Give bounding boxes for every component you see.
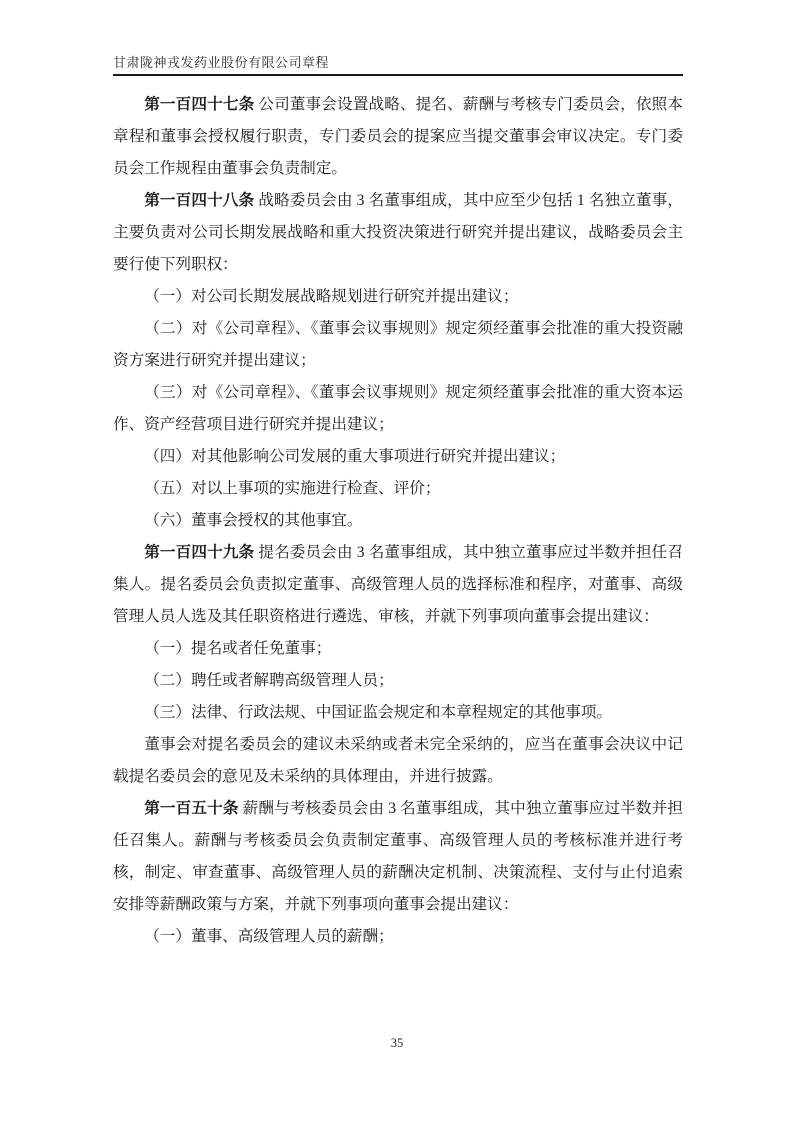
- article-number: 第一百四十九条: [144, 544, 255, 561]
- paragraph: [113, 313, 683, 377]
- paragraph-text: 董事会对提名委员会的建议未采纳或者未完全采纳的，应当在董事会决议中记载提名委员会的意见及未采纳的具体理由，并进行披露。: [113, 736, 683, 785]
- article-number: 第一百四十八条: [144, 192, 255, 209]
- paragraph-text: 战略委员会由 3 名董事组成，其中应至少包括 1 名独立董事，主要负责对公司长期发展战略和重大投资决策进行研究并提出建议，战略委员会主要行使下列职权：: [113, 192, 683, 273]
- paragraph-text: （三）法律、行政法规、中国证监会规定和本章程规定的其他事项。: [144, 704, 613, 721]
- document-body: [113, 89, 683, 953]
- paragraph-text: 提名委员会由 3 名董事组成，其中独立董事应过半数并担任召集人。提名委员会负责拟定董事、高级管理人员的选择标准和程序，对董事、高级管理人员人选及其任职资格进行遴选、审核，并就下列事项向董事会提出建议：: [113, 544, 683, 625]
- paragraph-text: （一）对公司长期发展战略规划进行研究并提出建议；: [144, 288, 519, 305]
- paragraph: [113, 377, 683, 441]
- paragraph-text: 薪酬与考核委员会由 3 名董事组成，其中独立董事应过半数并担任召集人。薪酬与考核委员会负责制定董事、高级管理人员的考核标准并进行考核，制定、审查董事、高级管理人员的薪酬决定机制、决策流程、支付与止付追索安排等薪酬政策与方案，并就下列事项向董事会提出建议：: [113, 800, 683, 913]
- paragraph: [113, 537, 683, 633]
- paragraph-text: （二）聘任或者解聘高级管理人员；: [144, 672, 394, 689]
- article-number: 第一百五十条: [144, 800, 239, 817]
- paragraph: [113, 729, 683, 793]
- header-title: 甘肃陇神戎发药业股份有限公司章程: [113, 55, 330, 70]
- page-header: [113, 0, 683, 76]
- page-footer: [0, 1036, 794, 1051]
- article-number: 第一百四十七条: [144, 96, 255, 113]
- paragraph: [113, 633, 683, 665]
- paragraph: [113, 441, 683, 473]
- paragraph: [113, 505, 683, 537]
- page-number: 35: [390, 1036, 404, 1050]
- paragraph-text: （三）对《公司章程》、《董事会议事规则》规定须经董事会批准的重大资本运作、资产经营项目进行研究并提出建议；: [113, 384, 683, 433]
- paragraph-text: （四）对其他影响公司发展的重大事项进行研究并提出建议；: [144, 448, 566, 465]
- paragraph: [113, 89, 683, 185]
- paragraph-text: （二）对《公司章程》、《董事会议事规则》规定须经董事会批准的重大投资融资方案进行研究并提出建议；: [113, 320, 683, 369]
- paragraph: [113, 665, 683, 697]
- paragraph: [113, 921, 683, 953]
- paragraph-text: （六）董事会授权的其他事宜。: [144, 512, 363, 529]
- paragraph-text: （一）提名或者任免董事；: [144, 640, 332, 657]
- paragraph: [113, 473, 683, 505]
- paragraph: [113, 697, 683, 729]
- paragraph-text: （一）董事、高级管理人员的薪酬；: [144, 928, 394, 945]
- paragraph: [113, 185, 683, 281]
- paragraph-text: （五）对以上事项的实施进行检查、评价；: [144, 480, 441, 497]
- paragraph: [113, 793, 683, 921]
- paragraph: [113, 281, 683, 313]
- paragraph-text: 公司董事会设置战略、提名、薪酬与考核专门委员会，依照本章程和董事会授权履行职责，专门委员会的提案应当提交董事会审议决定。专门委员会工作规程由董事会负责制定。: [113, 96, 683, 177]
